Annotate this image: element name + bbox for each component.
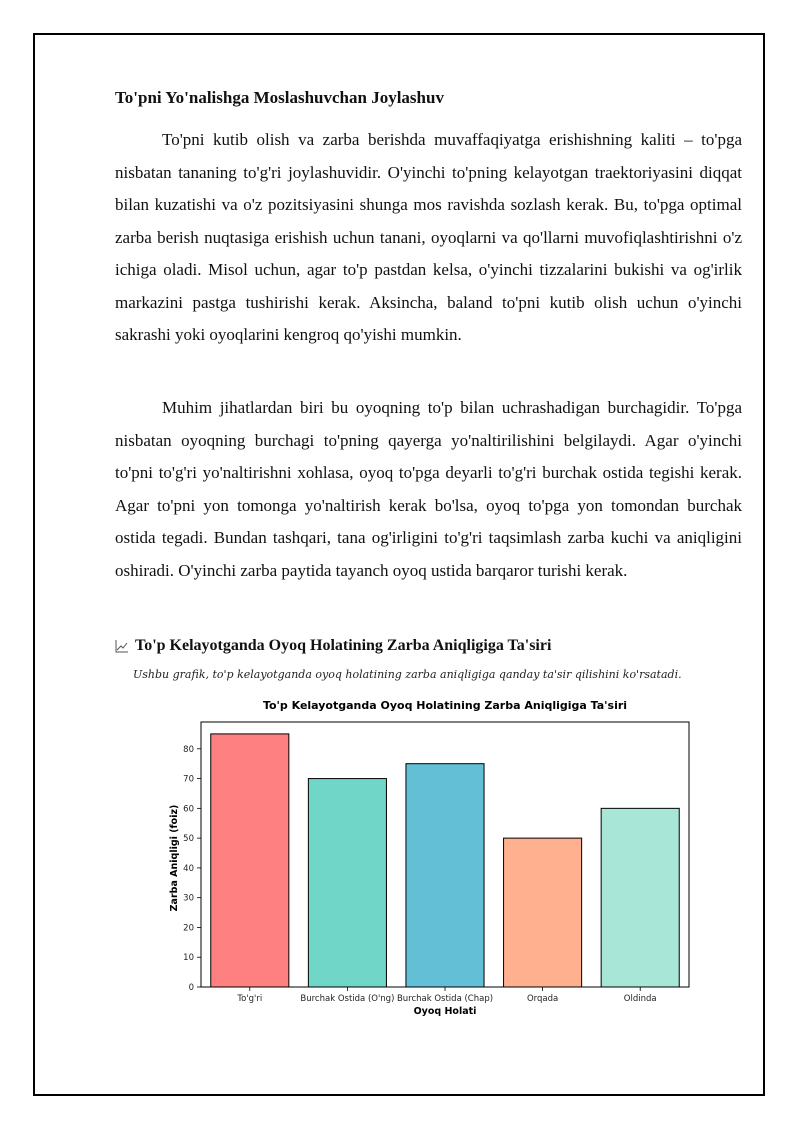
figure-heading xyxy=(115,637,551,655)
y-tick-label: 10 xyxy=(183,953,194,964)
plot-area xyxy=(183,722,689,1004)
y-tick-label: 30 xyxy=(183,893,194,904)
y-tick-label: 20 xyxy=(183,923,194,934)
bar xyxy=(504,838,582,987)
bar xyxy=(308,779,386,987)
bar-chart xyxy=(150,690,690,1030)
x-tick-label: Orqada xyxy=(526,994,559,1004)
x-tick-label: To'g'ri xyxy=(237,994,263,1004)
chart-line-icon xyxy=(115,639,129,653)
x-axis-label: Oyoq Holati xyxy=(413,1006,477,1017)
y-tick-label: 60 xyxy=(183,804,194,815)
bar xyxy=(601,808,679,987)
paragraph-2: Muhim jihatlardan biri bu oyoqning to'p bilan uchrashadigan burchagidir. To'pga nisbatan oyoqning burchagi to'pning qayerga yo'naltirilishini belgilaydi. Agar o'yinchi to'pni to'g'ri yo'naltirishni xohlasa, oyoq to'pga deyarli to'g'ri burchak ostida tegishi kerak. Agar to'pni yon tomonga yo'naltirish kerak bo'lsa, oyoq to'pga yon tomondan burchak ostida tegadi. Bundan tashqari, tana og'irligini to'g'ri taqsimlash zarba kuchi va aniqligini oshiradi. O'yinchi zarba paytida tayanch oyoq ustida barqaror turishi kerak. xyxy=(115,398,742,580)
x-tick-label: Burchak Ostida (Chap) xyxy=(396,994,494,1004)
y-tick-label: 50 xyxy=(183,834,194,845)
y-tick-label: 40 xyxy=(183,863,194,874)
x-tick-label: Burchak Ostida (O'ng) xyxy=(300,994,395,1004)
section-title: To'pni Yo'nalishga Moslashuvchan Joylashuv xyxy=(115,88,444,107)
x-tick-label: Oldinda xyxy=(623,994,657,1004)
paragraph-1: To'pni kutib olish va zarba berishda muvaffaqiyatga erishishning kaliti – to'pga nisbatan tananing to'g'ri joylashuvidir. O'yinchi to'pning kelayotgan traektoriyasini diqqat bilan kuzatishi va o'z pozitsiyasini shunga mos ravishda sozlash kerak. Bu, to'pga optimal zarba berish nuqtasiga erishish uchun tanani, oyoqlarni va qo'llarni muvofiqlashtirishni o'z ichiga oladi. Misol uchun, agar to'p pastdan kelsa, o'yinchi tizzalarini bukishi va og'irlik markazini pastga tushirishi kerak. Aksincha, baland to'pni kutib olish uchun o'yinchi sakrashi yoki oyoqlarini kengroq qo'yishi mumkin. xyxy=(115,130,742,344)
figure-caption: Ushbu grafik, to'p kelayotganda oyoq holatining zarba aniqligiga qanday ta'sir qilishini ko'rsatadi. xyxy=(133,668,682,681)
bar xyxy=(211,734,289,987)
y-tick-label: 80 xyxy=(183,744,194,755)
y-tick-label: 0 xyxy=(188,983,194,993)
bar xyxy=(406,764,484,987)
y-tick-label: 70 xyxy=(183,774,194,785)
chart-title: To'p Kelayotganda Oyoq Holatining Zarba Aniqligiga Ta'siri xyxy=(262,699,628,712)
figure-heading-text: To'p Kelayotganda Oyoq Holatining Zarba Aniqligiga Ta'siri xyxy=(135,637,552,654)
y-axis-label: Zarba Aniqligi (foiz) xyxy=(169,804,180,912)
